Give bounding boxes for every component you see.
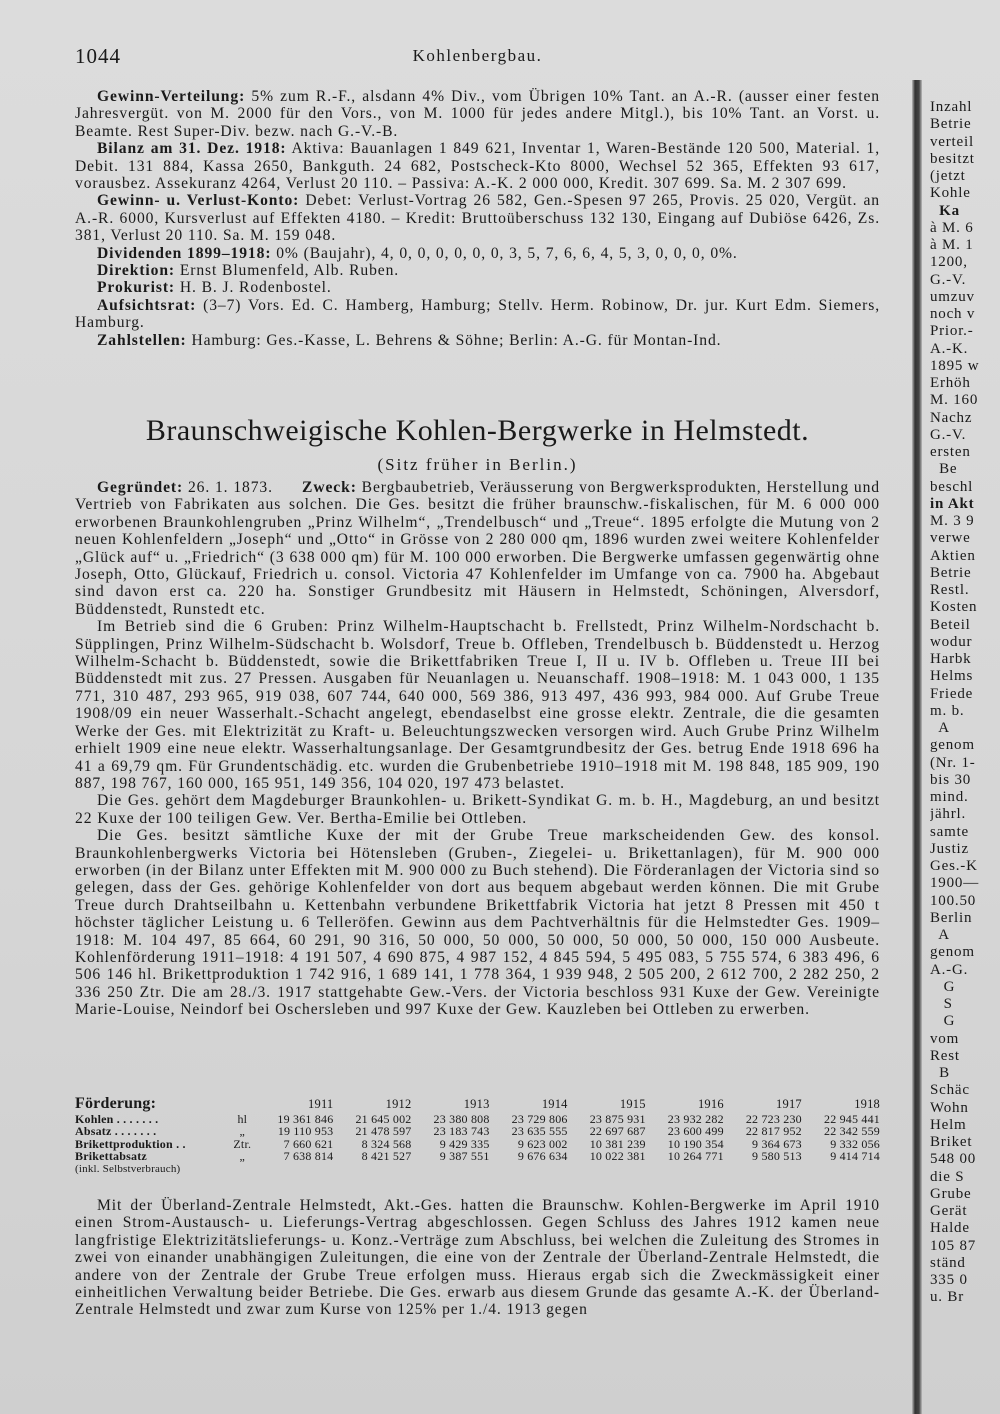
table-cell: 9 332 056 [830, 1136, 880, 1151]
table-cell: 9 623 002 [517, 1136, 568, 1151]
year-header: 1912 [385, 1097, 412, 1111]
fragment-line: Rest [930, 1047, 960, 1064]
fragment-line: Beteil [930, 616, 971, 633]
fragment-line: A [930, 927, 950, 943]
paragraph: Die Ges. besitzt sämtliche Kuxe der mit der Grube Treue markscheidenden Gew. des konsol. Braunkohlenbergwerks Victoria bei Hötensleben (Gruben-, Ziegelei- u. Brikettanlagen), für M. 900 000 erworben (in der Bilanz unter Effekten mit M. 900 000 zu Buch stehend). Die Förderanlagen der Victoria sind so gelegen, dass der Ges. gehörige Kohlenfelder von dort aus bequem abgebaut werden können. Die mit Grube Treue durch Drahtseilbahn u. Kettenbahn verbundene Brikettfabrik Victoria hat jetzt 8 Pressen mit 450 t höchster täglicher Leistung u. 6 Telleröfen. Gewinn aus dem Pachtverhältnis für die Helmstedter Ges. 1909–1918: M. 104 497, 85 664, 60 291, 90 316, 50 000, 50 000, 50 000, 50 000, 50 000, 150 000 Ausbeute. Kohlenförderung 1911–1918: 4 191 507, 4 690 875, 4 987 152, 4 845 594, 5 495 083, 5 755 574, 6 383 496, 6 506 146 hl. Brikettproduktion 1 742 916, 1 689 141, 1 778 364, 1 939 948, 2 505 200, 2 612 700, 2 282 250, 2 336 250 Ztr. Die am 28./3. 1917 stattgehabte Gew.-Vers. der Victoria beschloss 931 Kuxe der Gew. Vereinigte Marie-Louise, Neindorf bei Oschersleben und 997 Kuxe der Gew. Kauzleben bei Ottleben zu erwerben. [75, 827, 880, 1019]
fragment-line: Kosten [930, 599, 978, 616]
table-cell: 8 421 527 [361, 1149, 412, 1163]
fragment-line: ständ [930, 1254, 966, 1271]
fragment-line: in Akt [930, 495, 975, 512]
fragment-line: Aktien [930, 547, 976, 564]
table-cell: 22 817 952 [745, 1124, 802, 1138]
entry-subtitle: (Sitz früher in Berlin.) [377, 455, 578, 474]
fragment-line: Ka [930, 202, 960, 219]
field-text: 0% (Baujahr), 4, 0, 0, 0, 0, 0, 0, 3, 5, 7, 6, 6, 4, 5, 3, 0, 0, 0, 0%. [271, 244, 738, 262]
table-cell: 23 875 931 [589, 1111, 646, 1126]
fragment-line: Prior.- [930, 323, 974, 340]
table-cell: 23 932 282 [667, 1111, 724, 1126]
table-cell: 19 110 953 [277, 1124, 334, 1138]
table-cell: 7 660 621 [283, 1136, 334, 1151]
fragment-line: Wohn [930, 1099, 969, 1116]
fragment-line: bis 30 [930, 771, 972, 788]
field-label: Prokurist: [97, 279, 176, 297]
fragment-line: genom [930, 737, 975, 754]
fragment-line: Halde [930, 1220, 970, 1237]
table-row [75, 1125, 880, 1138]
fragment-line: 1900— [930, 875, 979, 892]
field-label: Direktion: [97, 262, 176, 280]
table-cell: 22 342 559 [824, 1124, 880, 1138]
table-cell: 22 945 441 [824, 1111, 880, 1126]
paragraph: Mit der Überland-Zentrale Helmstedt, Akt.-Ges. hatten die Braunschw. Kohlen-Bergwerke im April 1910 einen Strom-Austausch- u. Lieferungs-Vertrag abgeschlossen. Gegen Schluss des Jahres 1912 kamen neue langfristige Elektrizitätslieferungs- u. Konz.-Verträge zum Abschluss, bei welchen die Zuleitung des Stromes in zwei von einander unabhängigen Zuleitungen, die eine von der Zentrale der Überland-Zentrale Helmstedt, die andere von der Zentrale der Grube Treue erfolgen muss. Hieraus ergab sich die Zweckmässigkeit einer einheitlichen Verwaltung beider Betriebe. Die Ges. erwarb aus diesem Grunde das gesamte A.-K. der Überland-Zentrale Helmstedt und zwar zum Kurse von 125% per 1./4. 1913 gegen [75, 1197, 880, 1319]
entry-field [75, 332, 880, 349]
table-cell: 22 723 230 [745, 1111, 802, 1126]
production-table [75, 1095, 880, 1175]
table-cell: 23 600 499 [667, 1124, 724, 1138]
fragment-line: 1895 w [930, 357, 980, 374]
fragment-line: verteil [930, 133, 974, 150]
paragraph: Im Betrieb sind die 6 Gruben: Prinz Wilhelm-Hauptschacht b. Frellstedt, Prinz Wilhelm-Nordschacht b. Süpplingen, Prinz Wilhelm-Südschacht b. Wolsdorf, Treue b. Offleben, Trendelbusch b. Büddenstedt u. Herzog Wilhelm-Schacht b. Büddenstedt, sowie die Brikettfabriken Treue I, II u. IV b. Offleben u. Treue III bei Büddenstedt mit zus. 27 Pressen. Ausgaben für Neuanlagen u. Neuanschaff. 1908–1918: M. 1 043 000, 1 135 771, 310 487, 293 965, 919 038, 607 744, 640 000, 569 386, 913 497, 436 993, 984 000. Auf Grube Treue 1908/09 ein neuer Wasserhalt.-Schacht angelegt, ebendaselbst eine grosse elektr. Zentrale, die die gesamten Werke der Ges. mit Elektrizität zu Kraft- u. Beleuchtungszwecken versorgen wird. Auch Grube Prinz Wilhelm erhielt 1909 eine neue elektr. Wasserhaltungsanlage. Der Gesamtgrundbesitz der Ges. betrug Ende 1918 696 ha 41 a 69,79 qm. Für Grundentschädig. etc. wurden die Grubenbetriebe 1910–1918 mit M. 198 848, 185 909, 190 887, 198 767, 160 000, 165 951, 149 356, 104 020, 197 473 belastet. [75, 618, 880, 792]
table-cell: 8 324 568 [361, 1136, 412, 1151]
fragment-line: Ges.-K [930, 858, 978, 874]
fragment-line: Be [930, 461, 958, 478]
fragment-line: noch v [930, 306, 976, 322]
paragraph: Die Ges. gehört dem Magdeburger Braunkohlen- u. Brikett-Syndikat G. m. b. H., Magdeburg, an und besitzt 22 Kuxe der 100 teiligen Gew. Ver. Bertha-Emilie bei Ottleben. [75, 792, 880, 827]
entry-field [75, 279, 880, 296]
fragment-line: Briket [930, 1134, 973, 1150]
table-cell: 9 429 335 [439, 1136, 490, 1151]
field-label: Zweck: [302, 479, 357, 496]
field-text: (3–7) Vors. Ed. C. Hamberg, Hamburg; Stellv. Herm. Robinow, Dr. jur. Kurt Edm. Siemers, Hamburg. [75, 296, 880, 332]
founded-date: 26. 1. 1873. [183, 479, 303, 496]
entry-field [75, 140, 880, 192]
page-header [75, 44, 880, 68]
fragment-line: Kohle [930, 185, 971, 202]
table-header-row [75, 1098, 880, 1113]
table-cell: 10 190 354 [667, 1136, 724, 1151]
fragment-line: ersten [930, 444, 971, 460]
field-text: Ernst Blumenfeld, Alb. Ruben. [175, 262, 400, 280]
fragment-line: G.-V. [930, 271, 967, 288]
row-unit: „ [239, 1149, 246, 1163]
field-label: Gewinn-Verteilung: [97, 88, 246, 105]
entry-title: Braunschweigische Kohlen-Bergwerke in Helmstedt. [145, 414, 810, 447]
table-cell: 23 635 555 [511, 1124, 568, 1138]
fragment-line: Erhöh [930, 375, 971, 391]
fragment-line: Grube [930, 1185, 972, 1202]
year-header: 1914 [541, 1097, 568, 1111]
table-footnote-row [75, 1163, 880, 1176]
entry-field [75, 262, 880, 279]
year-header: 1913 [463, 1097, 490, 1111]
table-cell: 21 478 597 [355, 1124, 412, 1138]
founded-purpose [75, 479, 880, 618]
running-head: Kohlenbergbau. [412, 46, 543, 65]
fragment-line: mind. [930, 789, 969, 805]
fragment-line: A.-G. [930, 961, 969, 978]
table-cell: 9 364 673 [752, 1136, 802, 1151]
row-unit: hl [237, 1111, 248, 1126]
fragment-line: Helm [930, 1116, 967, 1133]
fragment-line: G [930, 978, 956, 995]
entry-field [75, 192, 880, 244]
year-header: 1915 [619, 1097, 646, 1111]
field-text: H. B. J. Rodenbostel. [175, 279, 332, 297]
field-label: Gegründet: [97, 479, 184, 496]
field-text: Aktiva: Bauanlagen 1 849 621, Inventar 1, Waren-Bestände 120 500, Material. 1, Debit. 131 884, Kassa 2650, Bankguth. 24 682, Postscheck-Kto 8000, Wechsel 52 365, Effekten 93 617, vorausbez. Assekuranz 4264, Verlust 20 110. – Passiva: A.-K. 2 000 000, Kredit. 307 699. Sa. M. 2 307 699. [75, 140, 880, 193]
fragment-line: besitzt [930, 150, 975, 167]
field-text: Debet: Verlust-Vortrag 26 582, Gen.-Spesen 97 265, Provis. 25 020, Vergüt. an A.-R. 6000, Kursverlust auf Effekten 4180. – Kredit: Bruttoüberschuss 132 130, Eingang auf Dubiöse 6426, Zs. 381, Verlust 20 110. Sa. M. 159 048. [75, 192, 880, 245]
table-cell: 9 676 634 [517, 1149, 568, 1163]
fragment-line: Gerät [930, 1203, 968, 1219]
table-cell: 7 638 814 [283, 1149, 334, 1163]
fragment-line: à M. 1 [930, 237, 974, 253]
fragment-line: (jetzt [930, 168, 966, 184]
fragment-line: G [930, 1013, 956, 1030]
year-header: 1916 [697, 1097, 724, 1111]
table-row [75, 1150, 880, 1163]
table-cell: 10 381 239 [589, 1136, 646, 1151]
row-label: Kohlen . . . . . . . [75, 1111, 159, 1126]
table-cell: 9 387 551 [439, 1149, 490, 1163]
fragment-line: jährl. [930, 806, 967, 823]
fragment-line: M. 160 [930, 392, 979, 409]
page-number: 1044 [75, 44, 121, 68]
fragment-line: 1200, [930, 254, 968, 271]
fragment-line: Betrie [930, 564, 972, 581]
table-cell: 19 361 846 [277, 1111, 334, 1126]
fragment-line: Justiz [930, 840, 969, 857]
fragment-line: Betrie [930, 116, 972, 133]
field-text: Hamburg: Ges.-Kasse, L. Behrens & Söhne; Berlin: A.-G. für Montan-Ind. [186, 331, 722, 349]
fragment-line: B [930, 1065, 950, 1081]
field-label: Bilanz am 31. Dez. 1918: [97, 140, 287, 158]
entry-field [75, 297, 880, 332]
page-gutter [912, 80, 922, 1414]
fragment-line: G.-V. [930, 426, 967, 443]
fragment-line: Nachz [930, 409, 973, 426]
table-cell: 10 264 771 [667, 1149, 724, 1163]
row-unit: Ztr. [233, 1136, 252, 1151]
final-section [75, 1197, 880, 1319]
fragment-line: die S [930, 1168, 965, 1185]
fragment-line: vom [930, 1030, 960, 1047]
field-label: Zahlstellen: [97, 331, 187, 349]
row-label: Absatz . . . . . . . [75, 1124, 157, 1138]
fragment-line: Harbk [930, 651, 972, 667]
fragment-line: 100.50 [930, 892, 977, 909]
purpose-text: Bergbaubetrieb, Veräusserung von Bergwerksprodukten, Herstellung und Vertrieb von Fabrikaten aus solchen. Die Ges. besitzt die früher braunschw.-fiskalischen, für M. 6 000 000 erworbenen Braunkohlengruben „Prinz Wilhelm“, „Trendelbusch“ und „Treue“. 1895 erfolgte die Mutung von 2 neuen Kohlenfeldern „Joseph“ und „Otto“ in Grösse von 2 280 000 qm, 1896 wurden zwei weitere Kohlenfelder „Glück auf“ u. „Friedrich“ (3 638 000 qm) für M. 100 000 erworben. Die Bergwerke umfassen gegenwärtig ohne Joseph, Otto, Glückauf, Friedrich u. consol. Victoria 47 Kohlenfelder im Umfange von ca. 7900 ha. Abgebaut sind davon erst ca. 220 ha. Sonstiger Grundbesitz mit Häusern in Helmstedt, Schöningen, Alversdorf, Büddenstedt, Runstedt etc. [75, 479, 880, 618]
fragment-line: 548 00 [930, 1151, 977, 1168]
table-cell: 23 183 743 [433, 1124, 490, 1138]
fragment-line: u. Br [930, 1289, 964, 1306]
table-cell: 9 414 714 [830, 1149, 880, 1163]
fragment-line: Friede [930, 685, 974, 702]
fragment-line: Restl. [930, 582, 970, 598]
table-title: Förderung: [75, 1095, 157, 1112]
fragment-line: A.-K. [930, 340, 969, 357]
table-cell: 9 580 513 [752, 1149, 802, 1163]
fragment-line: Helms [930, 668, 974, 685]
table-footnote: (inkl. Selbstverbrauch) [75, 1162, 181, 1175]
table-cell: 22 697 687 [589, 1124, 646, 1138]
entry-field [75, 245, 880, 262]
facing-page-fragments [930, 99, 1000, 1307]
year-header: 1911 [308, 1097, 334, 1111]
fragment-line: m. b. [930, 702, 965, 719]
fragment-line: umzuv [930, 288, 975, 305]
row-label: Brikettproduktion . . [75, 1136, 186, 1151]
table-cell: 23 729 806 [511, 1111, 568, 1126]
fragment-line: 105 87 [930, 1237, 977, 1254]
fragment-line: 335 0 [930, 1272, 968, 1288]
fragment-line: samte [930, 823, 969, 840]
fragment-line: Berlin [930, 909, 973, 926]
field-label: Gewinn- u. Verlust-Konto: [97, 192, 300, 210]
fragment-line: S [930, 996, 953, 1012]
entry-field [75, 88, 880, 140]
fragment-line: (Nr. 1- [930, 754, 976, 771]
fragment-line: genom [930, 944, 975, 961]
unit-header [229, 1098, 255, 1113]
entry-body [75, 479, 880, 1019]
year-header: 1917 [776, 1097, 802, 1111]
row-unit: „ [239, 1124, 246, 1138]
year-header: 1918 [854, 1097, 880, 1111]
previous-entry [75, 88, 880, 349]
row-label: Brikettabsatz [75, 1149, 147, 1163]
fragment-line: verwe [930, 530, 971, 547]
field-label: Aufsichtsrat: [97, 296, 197, 314]
fragment-line: à M. 6 [930, 219, 974, 236]
fragment-line: wodur [930, 633, 973, 650]
table-cell: 10 022 381 [589, 1149, 646, 1163]
fragment-line: Inzahl [930, 99, 973, 115]
fragment-line: M. 3 9 [930, 513, 975, 529]
table-cell: 23 380 808 [433, 1111, 490, 1126]
fragment-line: beschl [930, 478, 974, 495]
table-cell: 21 645 002 [355, 1111, 412, 1126]
field-label: Dividenden 1899–1918: [97, 244, 272, 262]
fragment-line: A [930, 720, 950, 736]
field-text: 5% zum R.-F., alsdann 4% Div., vom Übrigen 10% Tant. an A.-R. (ausser einer festen Jahresvergüt. von M. 2000 für den Vors., von M. 1000 für jedes andere Mitgl.), bis 10% Tant. an Vorst. u. Beamte. Rest Super-Div. bezw. nach G.-V.-B. [75, 88, 880, 140]
fragment-line: Schäc [930, 1082, 970, 1099]
